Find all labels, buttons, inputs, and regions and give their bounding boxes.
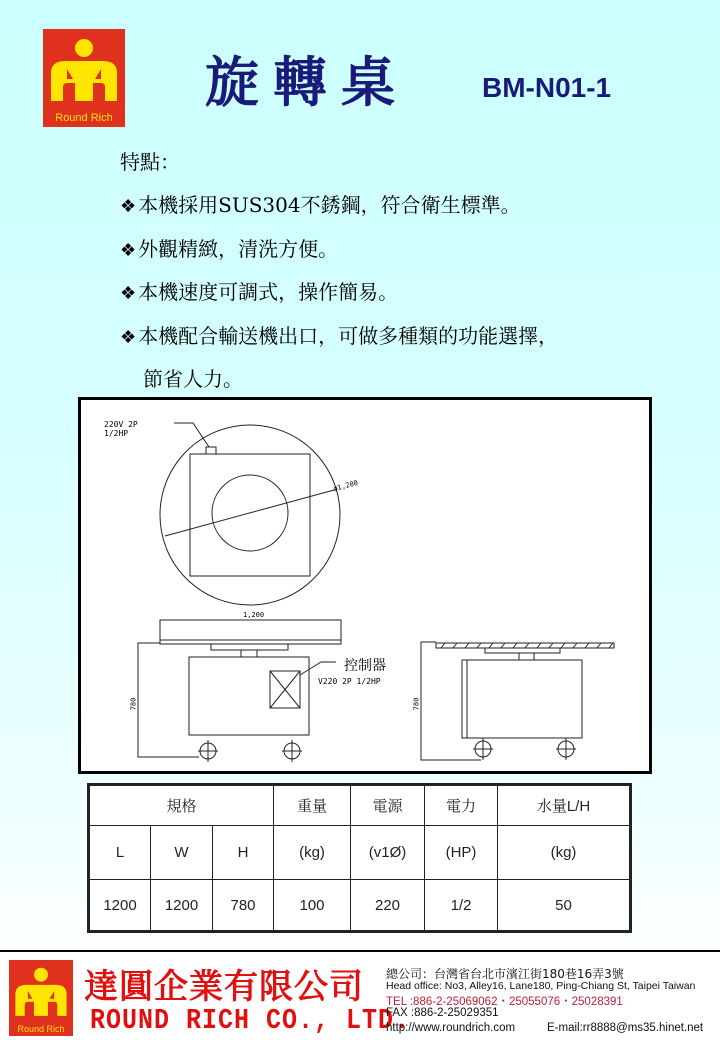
page-title: 旋轉桌 [205, 51, 409, 114]
table-row [89, 880, 631, 932]
fax: FAX :886-2-25029351 [386, 1007, 499, 1019]
value-cell: 100 [274, 880, 351, 932]
footer-logo [9, 960, 73, 1036]
technical-drawing [78, 397, 652, 774]
diamond-bullet-icon: ❖ [120, 240, 137, 261]
diameter-label: ø1,200 [332, 478, 359, 494]
footer-logo-caption: Round Rich [17, 1024, 65, 1034]
features-heading: 特點： [120, 150, 180, 174]
telephone: TEL :886-2-25069062・25055076・25028391 [386, 996, 623, 1008]
diamond-bullet-icon: ❖ [120, 283, 137, 304]
header-cell: 水量L/H [498, 785, 631, 826]
unit-cell: W [151, 826, 213, 880]
diamond-bullet-icon: ❖ [120, 196, 137, 217]
feature-item: ❖ 本機配合輸送機出口，可做多種類的功能選擇， [120, 324, 559, 348]
header-cell: 電力 [425, 785, 498, 826]
controller-label: 控制器 [344, 658, 386, 674]
website-link[interactable]: http://www.roundrich.com [386, 1022, 516, 1034]
logo-caption: Round Rich [55, 112, 113, 124]
unit-cell: L [89, 826, 151, 880]
feature-item: ❖ 本機採用SUS304不銹鋼，符合衛生標準。 [120, 193, 521, 217]
controller-spec: V220 2P 1/2HP [318, 677, 381, 686]
company-name-en: ROUND RICH CO., LTD. [90, 1004, 411, 1038]
rotary-table-drawing-icon [81, 400, 649, 771]
feature-item: ❖ 外觀精緻，清洗方便。 [120, 237, 339, 261]
address-cn: 總公司：台灣省台北市濱江街180巷16弄3號 [386, 967, 624, 981]
header-cell: 重量 [274, 785, 351, 826]
unit-cell: (HP) [425, 826, 498, 880]
width-dimension: 1,200 [243, 611, 265, 619]
height-dimension-side: 780 [412, 697, 421, 711]
company-name-cn: 達圓企業有限公司 [84, 967, 364, 1007]
table-units-row [89, 826, 631, 880]
model-number: BM-N01-1 [482, 72, 612, 103]
footer-divider [0, 950, 720, 952]
unit-cell: H [213, 826, 274, 880]
unit-cell: (v1Ø) [351, 826, 425, 880]
header-cell: 規格 [89, 785, 274, 826]
value-cell: 1200 [151, 880, 213, 932]
unit-cell: (kg) [274, 826, 351, 880]
value-cell: 780 [213, 880, 274, 932]
value-cell: 220 [351, 880, 425, 932]
address-en: Head office: No3, Alley16, Lane180, Ping-Chiang St, Taipei Taiwan [386, 980, 696, 992]
table-header-row [89, 785, 631, 826]
header-cell: 電源 [351, 785, 425, 826]
value-cell: 1200 [89, 880, 151, 932]
email-link[interactable]: E-mail:rr8888@ms35.hinet.net [547, 1022, 704, 1034]
value-cell: 1/2 [425, 880, 498, 932]
brand-logo [43, 29, 125, 127]
feature-item: ❖ 本機速度可調式，操作簡易。 [120, 280, 399, 304]
height-dimension-front: 780 [129, 697, 138, 711]
feature-continuation: 節省人力。 [143, 367, 243, 391]
value-cell: 50 [498, 880, 631, 932]
power-note: 220V 2P 1/2HP [104, 420, 138, 438]
diamond-bullet-icon: ❖ [120, 327, 137, 348]
spec-table [87, 783, 632, 933]
unit-cell: (kg) [498, 826, 631, 880]
